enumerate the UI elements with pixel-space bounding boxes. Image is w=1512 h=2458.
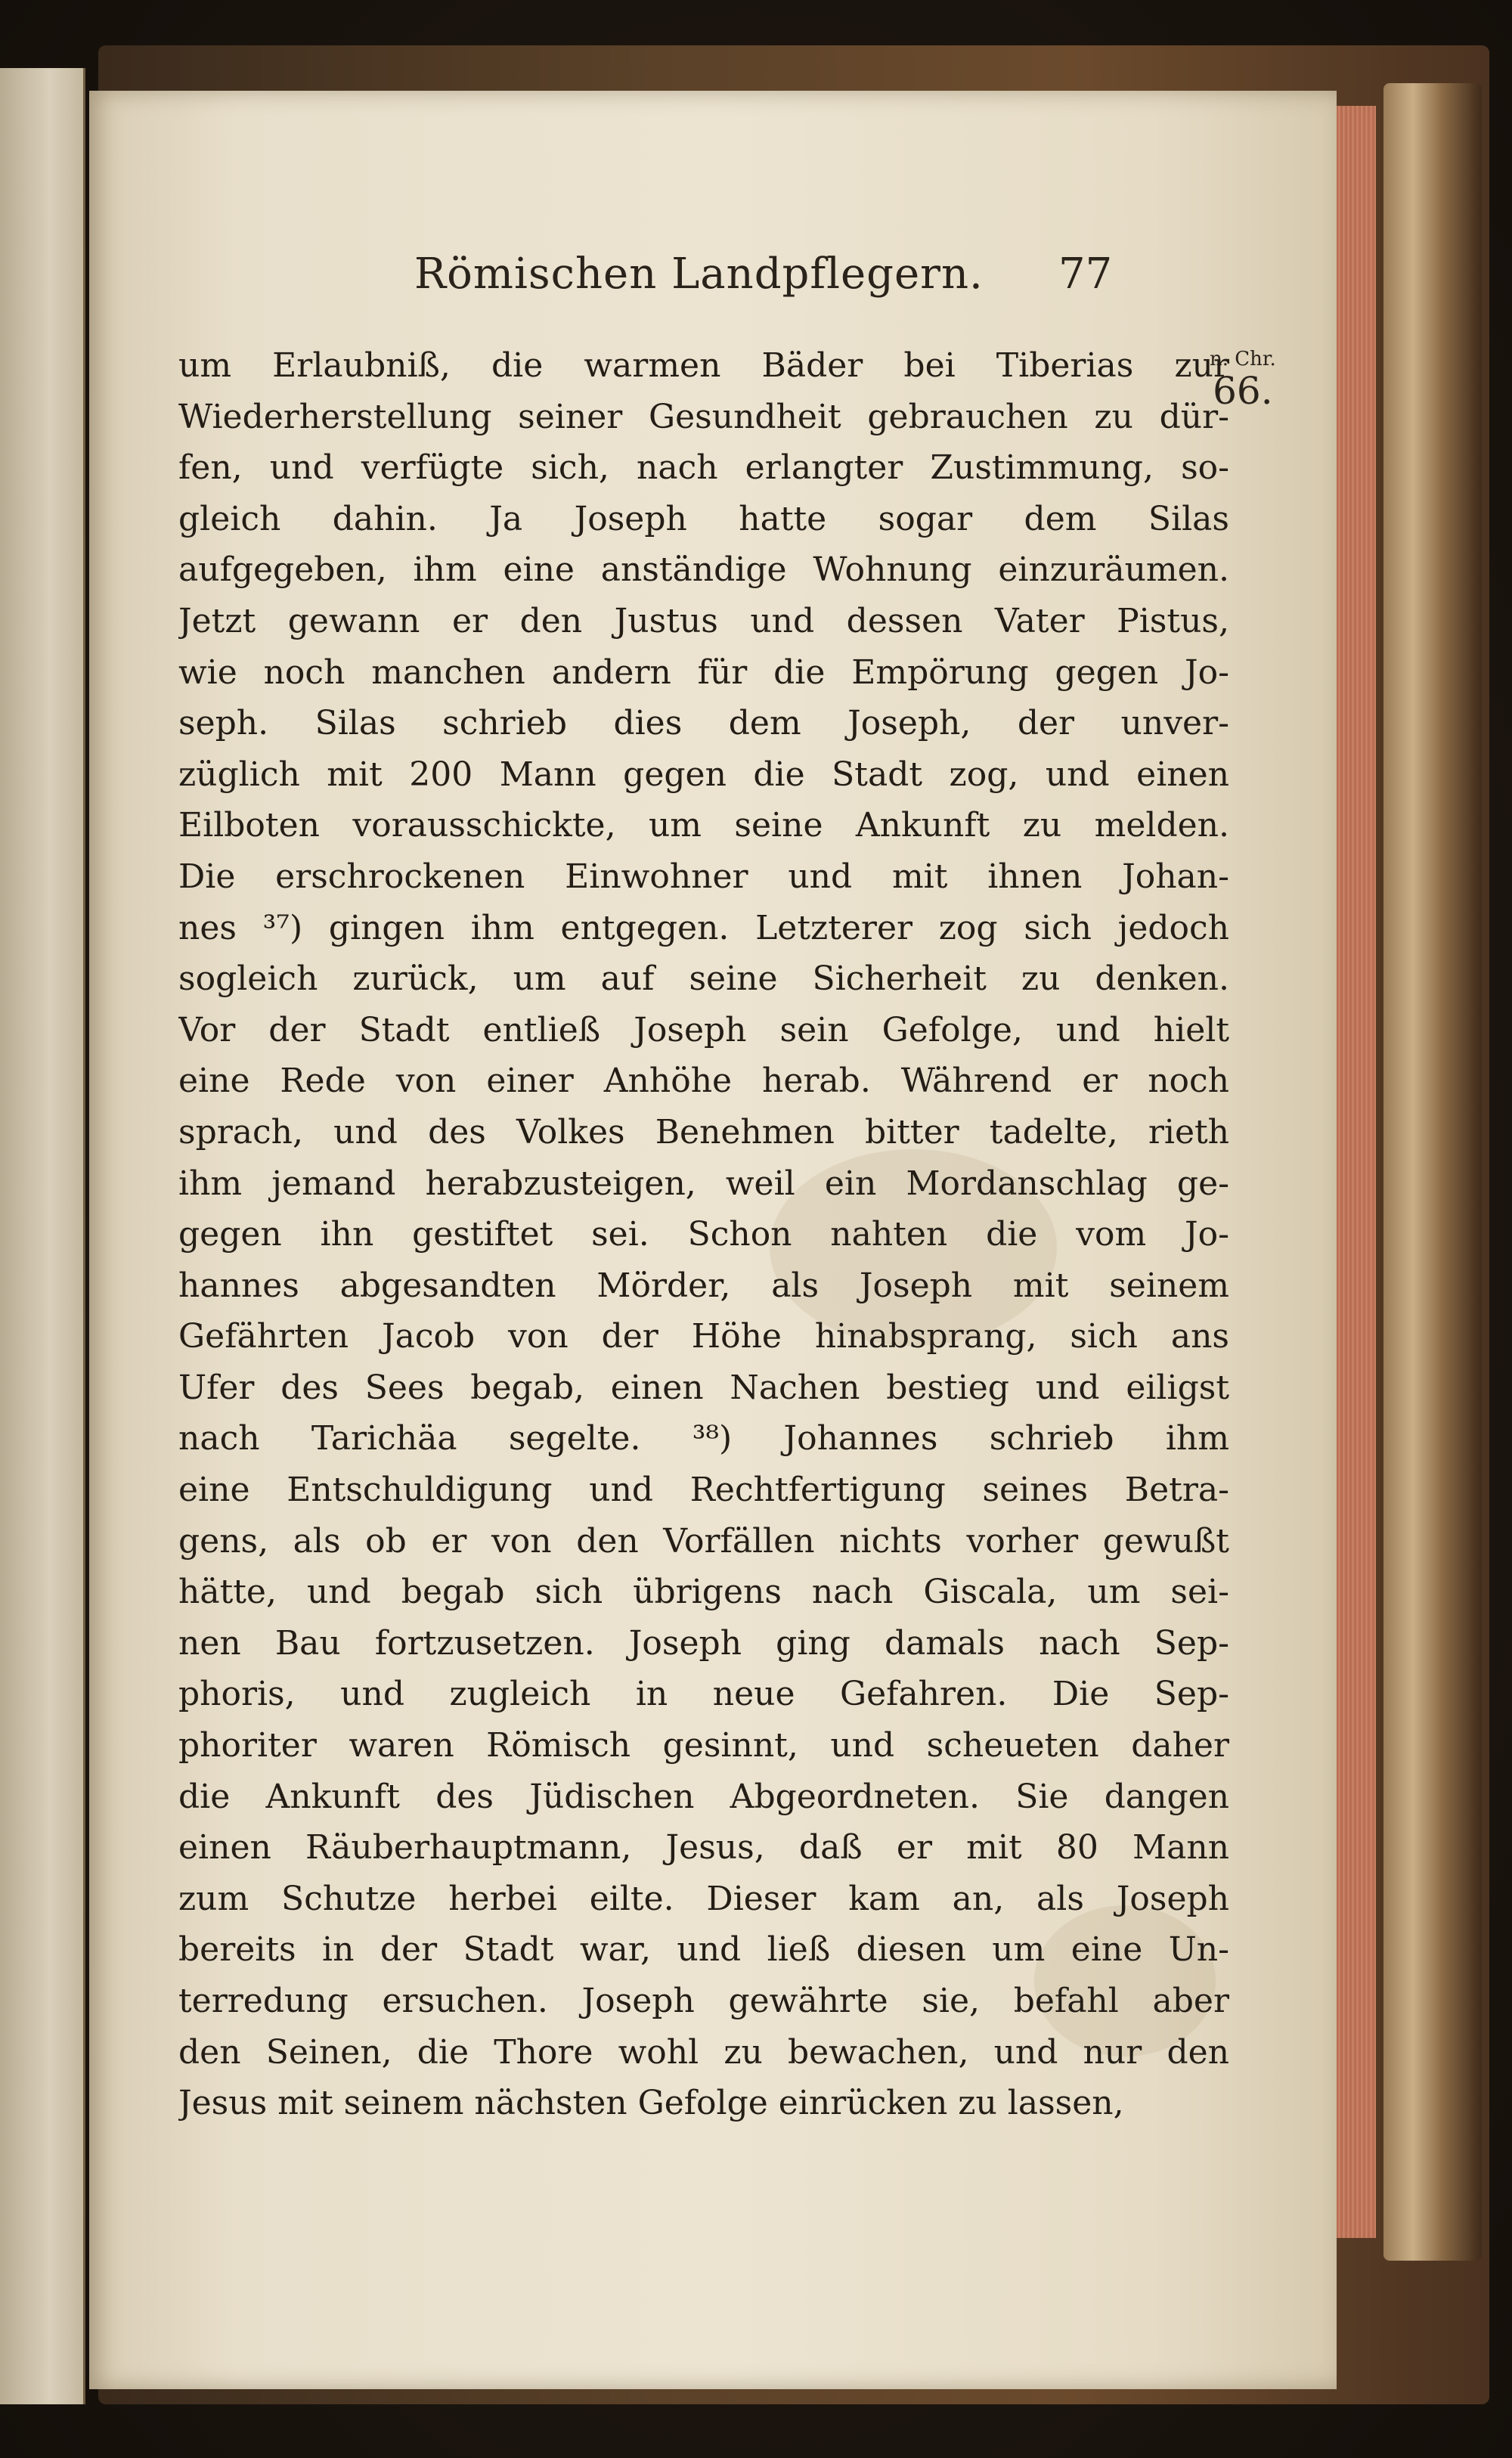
text-line: Ufer des Sees begab, einen Nachen bestieg und eiligst	[178, 1368, 1229, 1407]
margin-year: 66.	[1213, 369, 1273, 413]
text-line: gleich dahin. Ja Joseph hatte sogar dem Silas	[178, 499, 1229, 538]
text-line: hannes abgesandten Mörder, als Joseph mit seinem	[178, 1266, 1229, 1305]
text-line: Wiederherstellung seiner Gesundheit gebrauchen zu dür-	[178, 397, 1229, 436]
text-line: phoris, und zugleich in neue Gefahren. Die Sep-	[178, 1675, 1229, 1714]
text-line: fen, und verfügte sich, nach erlangter Zustimmung, so-	[178, 448, 1229, 488]
margin-era: n. Chr.	[1210, 348, 1276, 370]
text-line: hätte, und begab sich übrigens nach Giscala, um sei-	[178, 1573, 1229, 1612]
text-line: um Erlaubniß, die warmen Bäder bei Tiberias zur	[178, 346, 1229, 385]
text-line: terredung ersuchen. Joseph gewährte sie, befahl aber	[178, 1982, 1229, 2020]
body-text	[178, 340, 1229, 2129]
text-line: Jesus mit seinem nächsten Gefolge einrücken zu lassen,	[178, 2084, 1124, 2123]
running-title: Römischen Landpflegern.	[414, 250, 984, 299]
text-line: Gefährten Jacob von der Höhe hinabsprang, sich ans	[178, 1317, 1229, 1356]
text-line: nes ³⁷) gingen ihm entgegen. Letzterer zog sich jedoch	[178, 908, 1229, 947]
text-line: Jetzt gewann er den Justus und dessen Vater Pistus,	[178, 601, 1229, 640]
text-line: nen Bau fortzusetzen. Joseph ging damals nach Sep-	[178, 1623, 1229, 1663]
text-line: eine Rede von einer Anhöhe herab. Während er noch	[178, 1062, 1229, 1101]
text-line: eine Entschuldigung und Rechtfertigung seines Betra-	[178, 1471, 1229, 1510]
text-line: Vor der Stadt entließ Joseph sein Gefolge, und hielt	[178, 1010, 1229, 1049]
text-line: bereits in der Stadt war, und ließ diesen um eine Un-	[178, 1930, 1229, 1970]
page-number: 77	[1058, 250, 1113, 299]
text-line: wie noch manchen andern für die Empörung gegen Jo-	[178, 652, 1229, 692]
text-line: ihm jemand herabzusteigen, weil ein Mordanschlag ge-	[178, 1164, 1229, 1203]
book-page	[89, 91, 1337, 2389]
previous-page-edge	[0, 68, 85, 2404]
text-line: gegen ihn gestiftet sei. Schon nahten die vom Jo-	[178, 1215, 1229, 1254]
text-line: den Seinen, die Thore wohl zu bewachen, und nur den	[178, 2032, 1229, 2072]
text-line: aufgegeben, ihm eine anständige Wohnung einzuräumen.	[178, 550, 1229, 590]
text-line: einen Räuberhauptmann, Jesus, daß er mit 80 Mann	[178, 1828, 1229, 1868]
text-line: nach Tarichäa segelte. ³⁸) Johannes schrieb ihm	[178, 1419, 1229, 1458]
text-line: phoriter waren Römisch gesinnt, und scheueten daher	[178, 1726, 1229, 1765]
text-line: Eilboten vorausschickte, um seine Ankunft zu melden.	[178, 806, 1229, 845]
text-line: züglich mit 200 Mann gegen die Stadt zog, und einen	[178, 755, 1229, 794]
text-line: gens, als ob er von den Vorfällen nichts vorher gewußt	[178, 1521, 1229, 1561]
text-line: zum Schutze herbei eilte. Dieser kam an, als Joseph	[178, 1879, 1229, 1918]
text-line: sprach, und des Volkes Benehmen bitter tadelte, rieth	[178, 1112, 1229, 1152]
page-block-edge	[1331, 106, 1376, 2238]
text-line: Die erschrockenen Einwohner und mit ihnen Johan-	[178, 857, 1229, 896]
text-line: die Ankunft des Jüdischen Abgeordneten. Sie dangen	[178, 1777, 1229, 1816]
cover-edge	[1383, 83, 1482, 2261]
running-header	[89, 242, 1337, 310]
text-line: seph. Silas schrieb dies dem Joseph, der unver-	[178, 704, 1229, 743]
text-line: sogleich zurück, um auf seine Sicherheit zu denken.	[178, 959, 1229, 999]
